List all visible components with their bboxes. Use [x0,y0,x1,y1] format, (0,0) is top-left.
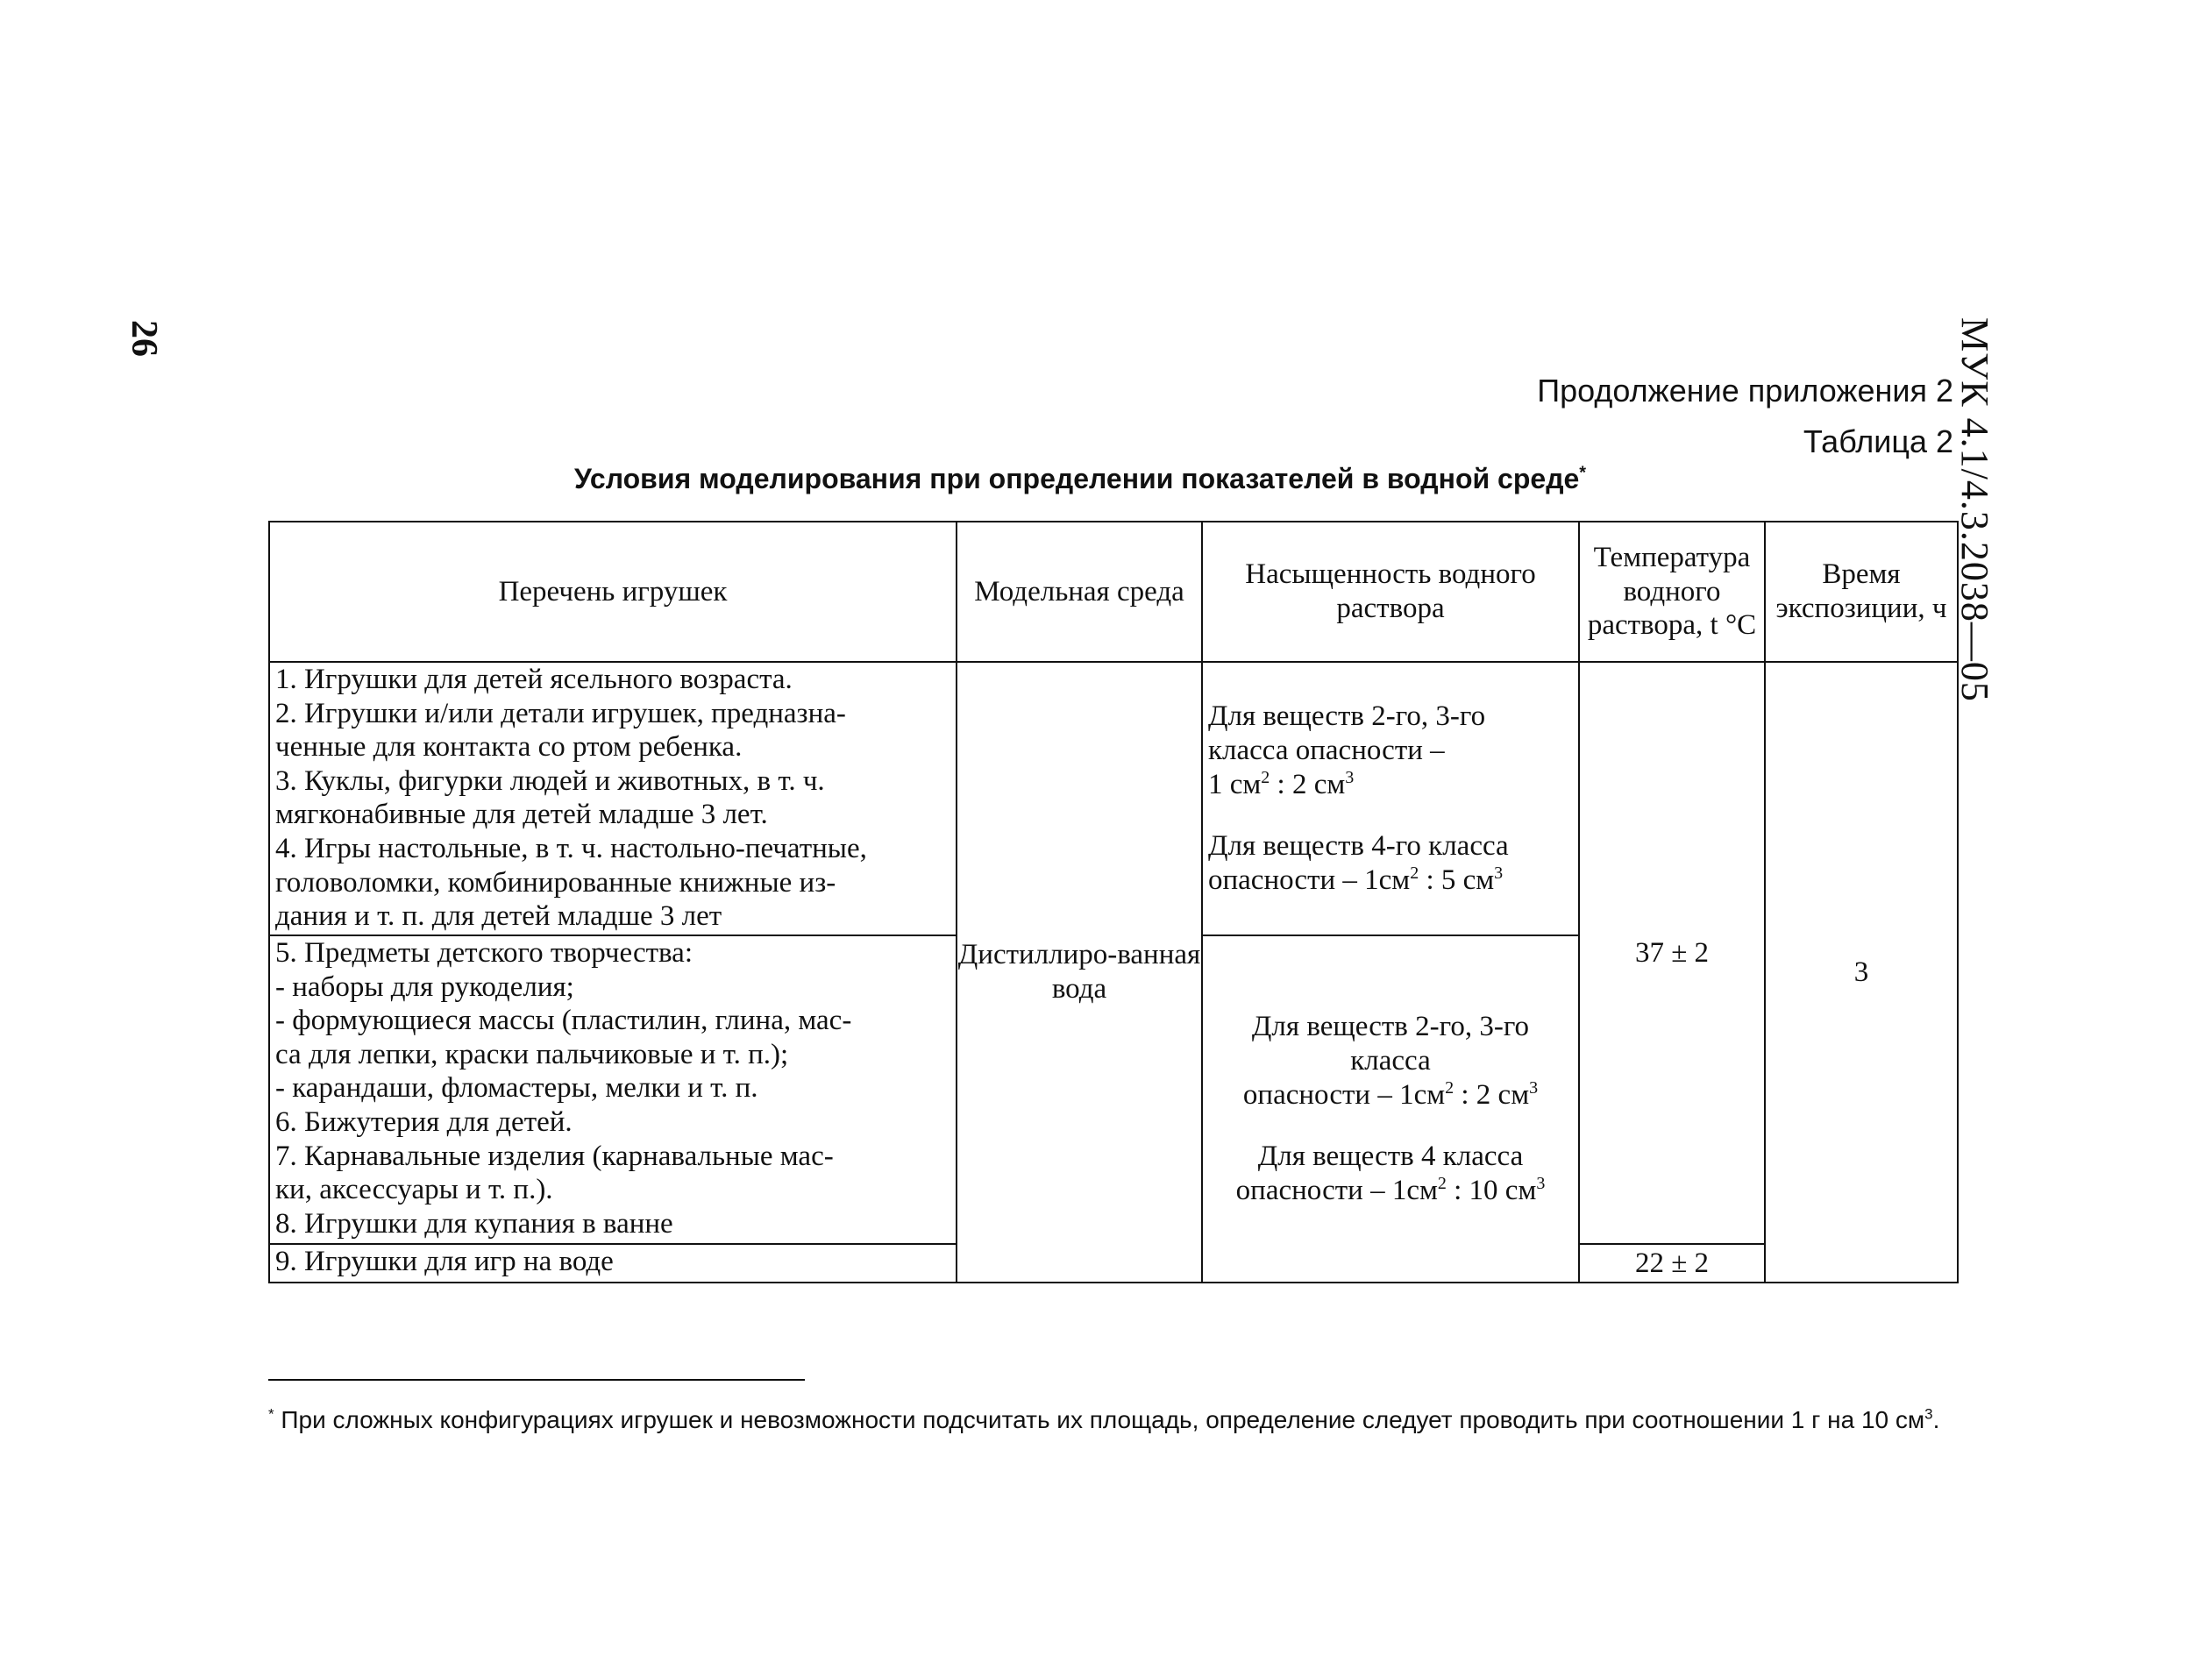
appendix-continuation: Продолжение приложения 2 [1537,373,1953,409]
list-line: дания и т. п. для детей младше 3 лет [275,900,722,933]
exposure-cell: 3 [1765,662,1958,1283]
list-line: - наборы для рукоделия; [275,970,574,1003]
footnote-divider [268,1379,805,1381]
toy-list-group-3 [269,1244,957,1283]
saturation-text: Для веществ 2-го, 3-го [1208,700,1486,733]
saturation-text: Для веществ 4 класса [1257,1141,1524,1173]
saturation-ratio [1208,768,1573,802]
footnote-superscript: 3 [1924,1405,1933,1423]
saturation-text: класса [1350,1045,1431,1077]
list-line: ченные для контакта со ртом ребенка. [275,731,743,764]
list-line: 1. Игрушки для детей ясельного возраста. [275,664,793,695]
temperature-main: 37 ± 2 [1579,662,1765,1244]
ratio-part: 1 см [1208,768,1262,800]
ratio-part: : 10 см [1446,1174,1537,1206]
ratio-part: опасности – 1см [1242,1078,1446,1111]
ratio-part: опасности – 1см [1208,863,1411,896]
page-number: 26 [124,320,164,357]
saturation-text: Для веществ 2-го, 3-го [1251,1011,1530,1043]
list-line: 3. Куклы, фигурки людей и животных, в т. ч. [275,764,825,797]
list-line: головоломки, комбинированные книжные из- [275,866,836,899]
list-line: са для лепки, краски пальчиковые и т. п.); [275,1038,789,1070]
saturation-ratio [1208,863,1573,898]
saturation-group-1 [1202,662,1579,935]
title-footnote-mark: * [1579,463,1587,483]
footnote-end: . [1932,1406,1940,1433]
list-line: ки, аксессуары и т. п.). [275,1174,553,1206]
superscript: 3 [1494,863,1504,883]
list-line: 8. Игрушки для купания в ванне [275,1207,673,1240]
ratio-part: : 5 см [1419,863,1495,896]
list-line: 7. Карнавальные изделия (карнавальные мас- [275,1140,834,1172]
superscript: 2 [1445,1077,1455,1098]
toy-list-group-2 [269,935,957,1244]
list-line: 4. Игры настольные, в т. ч. настольно-печатные, [275,833,867,865]
ratio-part: : 2 см [1270,768,1346,800]
superscript: 3 [1529,1077,1539,1098]
superscript: 3 [1536,1173,1546,1193]
list-line: - карандаши, фломастеры, мелки и т. п. [275,1072,758,1105]
document-code: МУК 4.1/4.3.2038—05 [1953,317,1996,702]
footnote [268,1403,1955,1439]
conditions-table [268,521,1959,1283]
footnote-mark: * [268,1405,274,1423]
table-label: Таблица 2 [1803,423,1953,459]
superscript: 2 [1437,1173,1447,1193]
header-temperature: Температура водного раствора, t °C [1579,522,1765,662]
superscript: 2 [1261,767,1270,787]
header-row [269,522,1958,662]
list-line: 6. Бижутерия для детей. [275,1106,573,1139]
superscript: 2 [1410,863,1419,883]
list-line: 9. Игрушки для игр на воде [275,1246,614,1277]
header-toy-list: Перечень игрушек [269,522,957,662]
header-model-medium: Модельная среда [957,522,1202,662]
footnote-text: При сложных конфигурациях игрушек и невозможности подсчитать их площадь, определение следует проводить при соотношении 1 г на 10 см [281,1406,1925,1433]
header-saturation: Насыщенность водного раствора [1202,522,1579,662]
superscript: 3 [1345,767,1355,787]
model-medium-cell: Дистиллиро-ванная вода [957,662,1202,1283]
saturation-text: Для веществ 4-го класса [1208,830,1509,863]
header-exposure: Время экспозиции, ч [1765,522,1958,662]
temperature-water-games: 22 ± 2 [1579,1244,1765,1283]
table-title-text: Условия моделирования при определении показателей в водной среде [574,463,1580,494]
toy-list-group-1 [269,662,957,935]
saturation-ratio [1208,1078,1573,1112]
ratio-part: опасности – 1см [1235,1174,1438,1206]
saturation-group-2 [1202,935,1579,1283]
saturation-ratio [1208,1174,1573,1208]
table-title [574,463,1586,495]
list-line: мягконабивные для детей младше 3 лет. [275,799,768,831]
list-line: - формующиеся массы (пластилин, глина, мас- [275,1005,852,1037]
ratio-part: : 2 см [1454,1078,1530,1111]
table-row-group-1 [269,662,1958,935]
saturation-text: класса опасности – [1208,735,1445,767]
list-line: 2. Игрушки и/или детали игрушек, предназна- [275,697,846,729]
list-line: 5. Предметы детского творчества: [275,937,693,969]
